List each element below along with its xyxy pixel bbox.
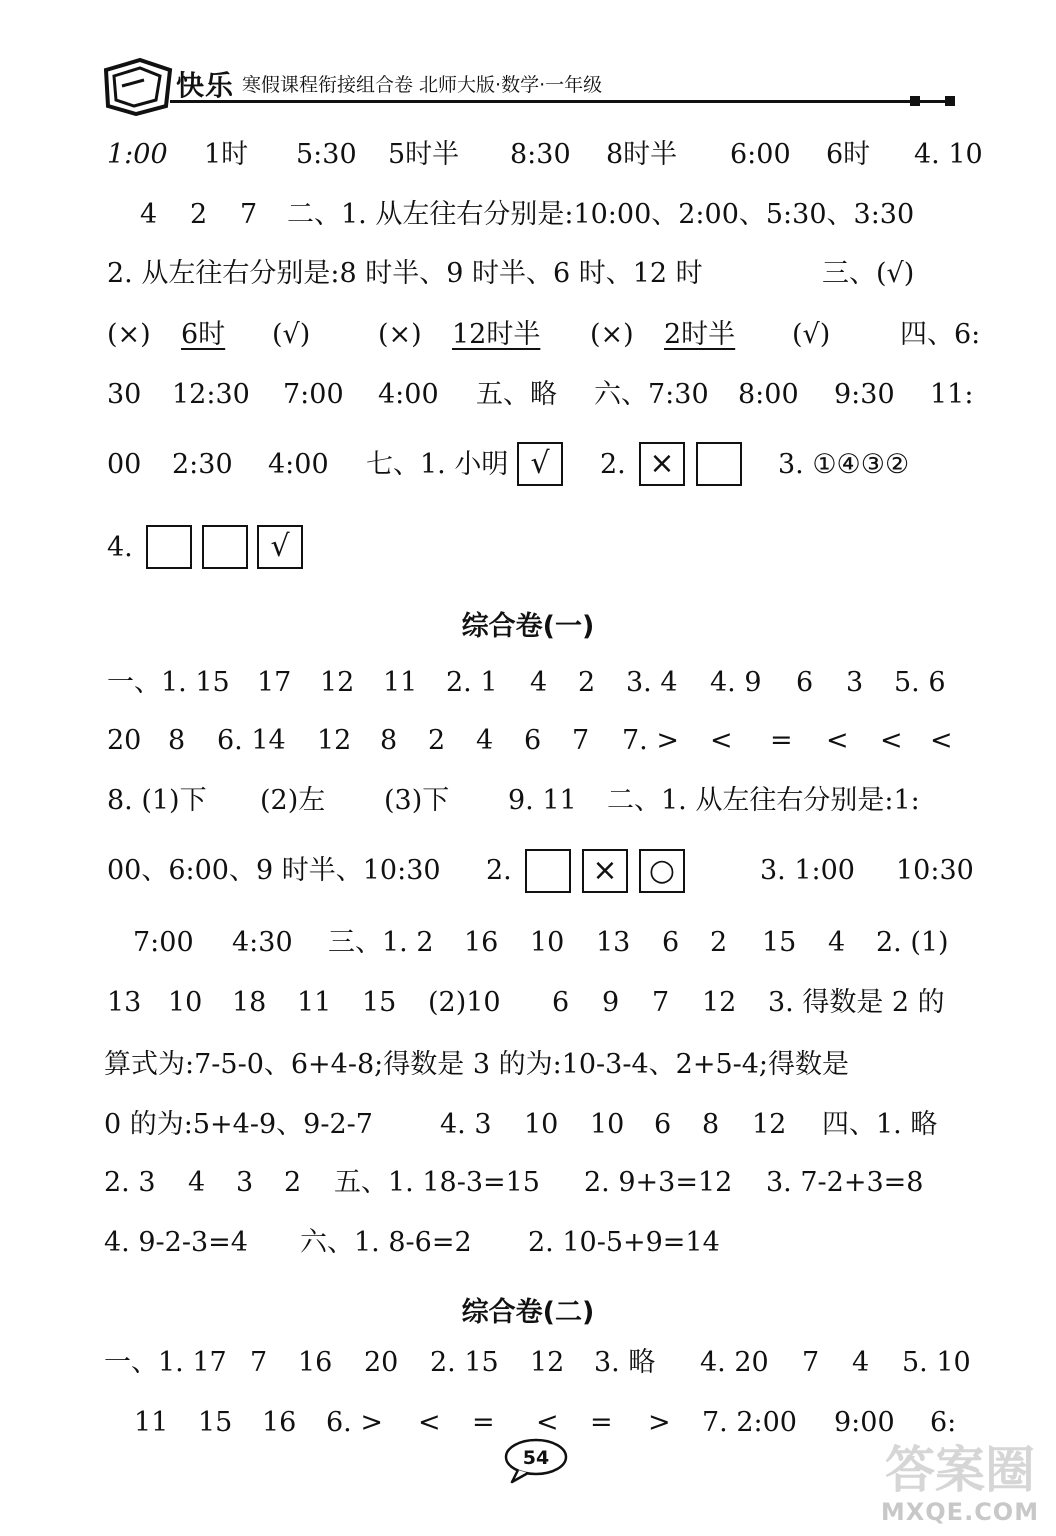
answer-item: 1:00: [107, 139, 168, 170]
answer-item: =: [472, 1407, 495, 1438]
answer-item: 六、1. 8-6=2: [300, 1227, 472, 1258]
answer-line: [0, 247, 1056, 301]
answer-box-check: √: [517, 442, 563, 486]
answer-item: 7: [240, 199, 258, 230]
answer-item: 6: [654, 1109, 672, 1140]
header-square-mark: [945, 96, 955, 106]
answer-item: 12: [752, 1109, 787, 1140]
answer-item: 10: [530, 927, 565, 958]
answer-item: 8:00: [738, 379, 799, 410]
answer-item: 2. 9+3=12: [584, 1167, 733, 1198]
answer-item: 10: [168, 987, 203, 1018]
answer-item: <: [826, 725, 849, 756]
answer-item: 6. >: [326, 1407, 383, 1438]
answer-item: (2)10: [428, 987, 501, 1018]
answer-item: 4: [828, 927, 846, 958]
answer-line: [0, 188, 1056, 242]
answer-box-empty: [696, 442, 742, 486]
answer-item: 17: [257, 667, 292, 698]
answer-item: 3: [846, 667, 864, 698]
answer-item: (3)下: [384, 785, 450, 816]
answer-box-cross: ×: [582, 849, 628, 893]
answer-item: 6: [796, 667, 814, 698]
answer-box-circle: ○: [639, 849, 685, 893]
answer-item: 2. 1: [446, 667, 498, 698]
answer-item: 7: [652, 987, 670, 1018]
answer-item: 六、7:30: [594, 379, 709, 410]
answer-item: 2:30: [172, 449, 233, 480]
answer-item: 五、1. 18-3=15: [334, 1167, 540, 1198]
answer-item: 11: [297, 987, 332, 1018]
answer-item: 3. 1:00: [760, 855, 855, 886]
answer-item: 5. 10: [902, 1347, 971, 1378]
answer-item: (√): [272, 319, 311, 350]
answer-item: 6:00: [730, 139, 791, 170]
answer-item: <: [418, 1407, 441, 1438]
answer-item: 2: [578, 667, 596, 698]
answer-item: <: [536, 1407, 559, 1438]
answer-item: (×): [378, 319, 422, 350]
answer-item: 12:30: [172, 379, 250, 410]
answer-item: (√): [792, 319, 831, 350]
section-title: 综合卷(一): [461, 611, 595, 642]
answer-item: 15: [198, 1407, 233, 1438]
answer-item: 6:: [930, 1407, 957, 1438]
answer-item: 10: [524, 1109, 559, 1140]
answer-item: 2. 从左往右分别是:8 时半、9 时半、6 时、12 时: [107, 258, 703, 289]
answer-item: 8: [702, 1109, 720, 1140]
answer-item: 3. 得数是 2 的: [768, 987, 945, 1018]
answer-item: 5时半: [388, 139, 460, 170]
answer-item: 4. 10: [914, 139, 983, 170]
answer-line: [0, 128, 1056, 182]
answer-item: =: [590, 1407, 613, 1438]
answer-item: 00、6:00、9 时半、10:30: [107, 855, 441, 886]
answer-item: (×): [107, 319, 151, 350]
answer-item: 10:30: [896, 855, 974, 886]
answer-box-empty: [525, 849, 571, 893]
answer-item: <: [930, 725, 953, 756]
answer-box-cross: ×: [639, 442, 685, 486]
answer-line: [0, 774, 1056, 828]
answer-item: 七、1. 小明: [366, 449, 509, 480]
answer-item: 7: [250, 1347, 268, 1378]
answer-item: 算式为:7-5-0、6+4-8;得数是 3 的为:10-3-4、2+5-4;得数是: [104, 1049, 850, 1080]
answer-item: 2.: [600, 449, 626, 480]
answer-item: 8: [380, 725, 398, 756]
answer-item: 11: [383, 667, 418, 698]
answer-line: [0, 1098, 1056, 1152]
underlined-answer: 2时半: [664, 319, 736, 350]
answer-item: 一、1. 17: [104, 1347, 227, 1378]
answer-item: 9: [602, 987, 620, 1018]
answer-line: [0, 308, 1056, 362]
answer-item: 13: [107, 987, 142, 1018]
answer-item: 20: [107, 725, 142, 756]
answer-item: 5. 6: [894, 667, 946, 698]
answer-item: 3. ①④③②: [778, 449, 910, 480]
answer-item: 2: [284, 1167, 302, 1198]
answer-item: 4: [140, 199, 158, 230]
answer-item: 7. >: [622, 725, 679, 756]
answer-item: 1时: [204, 139, 249, 170]
book-logo-icon: [100, 56, 176, 116]
answer-box-check: √: [257, 525, 303, 569]
answer-item: 2. 3: [104, 1167, 156, 1198]
answer-item: 4: [530, 667, 548, 698]
answer-line: [0, 1038, 1056, 1092]
answer-item: 11: [134, 1407, 169, 1438]
header-rule: [170, 100, 950, 103]
answer-item: 7: [802, 1347, 820, 1378]
answer-item: 二、1. 从左往右分别是:10:00、2:00、5:30、3:30: [287, 199, 915, 230]
book-subtitle: 寒假课程衔接组合卷 北师大版·数学·一年级: [242, 74, 603, 96]
answer-item: 一、1. 15: [107, 667, 230, 698]
answer-item: 4: [188, 1167, 206, 1198]
answer-item: 13: [596, 927, 631, 958]
answer-item: 15: [362, 987, 397, 1018]
answer-item: 2. (1): [876, 927, 949, 958]
answer-item: 6: [552, 987, 570, 1018]
answer-item: >: [648, 1407, 671, 1438]
answer-item: 6时: [826, 139, 871, 170]
answer-item: 三、1. 2: [328, 927, 434, 958]
answer-item: 2. 15: [430, 1347, 499, 1378]
answer-item: 2: [710, 927, 728, 958]
answer-item: 4. 20: [700, 1347, 769, 1378]
answer-item: 4:00: [378, 379, 439, 410]
watermark-url: MXQE.COM: [880, 1498, 1040, 1526]
section-title: 综合卷(二): [461, 1297, 595, 1328]
answer-item: 30: [107, 379, 142, 410]
answer-item: 8时半: [606, 139, 678, 170]
answer-item: 12: [702, 987, 737, 1018]
answer-item: 9:30: [834, 379, 895, 410]
answer-item: 二、1. 从左往右分别是:1:: [607, 785, 920, 816]
answer-item: 8: [168, 725, 186, 756]
answer-line: [0, 1216, 1056, 1270]
answer-item: 7: [572, 725, 590, 756]
answer-item: 16: [298, 1347, 333, 1378]
page-number: 54: [522, 1447, 550, 1469]
answer-box-empty: [146, 525, 192, 569]
underlined-answer: 12时半: [452, 319, 541, 350]
answer-item: 7. 2:00: [702, 1407, 797, 1438]
answer-item: 3. 略: [594, 1347, 656, 1378]
answer-item: 12: [530, 1347, 565, 1378]
page-header: [100, 50, 960, 120]
answer-item: 15: [762, 927, 797, 958]
underlined-answer: 6时: [181, 319, 226, 350]
answer-line: [0, 1156, 1056, 1210]
answer-item: 2.: [486, 855, 512, 886]
answer-item: 3: [236, 1167, 254, 1198]
answer-item: 4:30: [232, 927, 293, 958]
answer-line: [0, 438, 1056, 492]
header-square-mark: [910, 96, 920, 106]
answer-item: 6. 14: [217, 725, 286, 756]
answer-item: 四、6:: [900, 319, 981, 350]
answer-item: 6: [524, 725, 542, 756]
answer-item: 4:00: [268, 449, 329, 480]
answer-item: 8. (1)下: [107, 785, 207, 816]
answer-item: 4. 9-2-3=4: [104, 1227, 248, 1258]
answer-item: 4.: [107, 532, 133, 563]
brand-title: 快乐: [176, 69, 235, 102]
answer-item: 4: [852, 1347, 870, 1378]
answer-line: [0, 521, 1056, 575]
answer-item: (2)左: [260, 785, 326, 816]
answer-item: 9. 11: [508, 785, 577, 816]
answer-item: 四、1. 略: [822, 1109, 938, 1140]
answer-item: 2: [428, 725, 446, 756]
answer-item: 4: [476, 725, 494, 756]
answer-item: 20: [364, 1347, 399, 1378]
answer-item: 6: [662, 927, 680, 958]
answer-item: 5:30: [296, 139, 357, 170]
answer-item: 4. 3: [440, 1109, 492, 1140]
answer-item: 2. 10-5+9=14: [528, 1227, 720, 1258]
watermark: [872, 1430, 1048, 1530]
answer-item: 16: [464, 927, 499, 958]
answer-item: 18: [232, 987, 267, 1018]
answer-item: <: [880, 725, 903, 756]
answer-line: [0, 656, 1056, 710]
answer-item: 3. 4: [626, 667, 678, 698]
answer-item: (×): [590, 319, 634, 350]
answer-box-empty: [202, 525, 248, 569]
answer-item: 9:00: [834, 1407, 895, 1438]
watermark-logo-text: 答案圈: [885, 1441, 1035, 1499]
answer-line: [0, 844, 1056, 898]
answer-item: 3. 7-2+3=8: [766, 1167, 924, 1198]
answer-line: [0, 916, 1056, 970]
answer-item: 7:00: [133, 927, 194, 958]
answer-item: 11:: [930, 379, 974, 410]
answer-item: 10: [590, 1109, 625, 1140]
answer-item: 五、略: [476, 379, 557, 410]
answer-item: 0 的为:5+4-9、9-2-7: [104, 1109, 373, 1140]
answer-item: <: [710, 725, 733, 756]
answer-line: [0, 976, 1056, 1030]
answer-item: =: [770, 725, 793, 756]
answer-item: 4. 9: [710, 667, 762, 698]
answer-line: [0, 714, 1056, 768]
answer-item: 8:30: [510, 139, 571, 170]
answer-line: [0, 368, 1056, 422]
answer-item: 三、(√): [822, 258, 915, 289]
answer-line: [0, 1336, 1056, 1390]
answer-item: 00: [107, 449, 142, 480]
answer-item: 7:00: [283, 379, 344, 410]
answer-item: 12: [317, 725, 352, 756]
answer-item: 2: [190, 199, 208, 230]
answer-item: 16: [262, 1407, 297, 1438]
answer-item: 12: [320, 667, 355, 698]
